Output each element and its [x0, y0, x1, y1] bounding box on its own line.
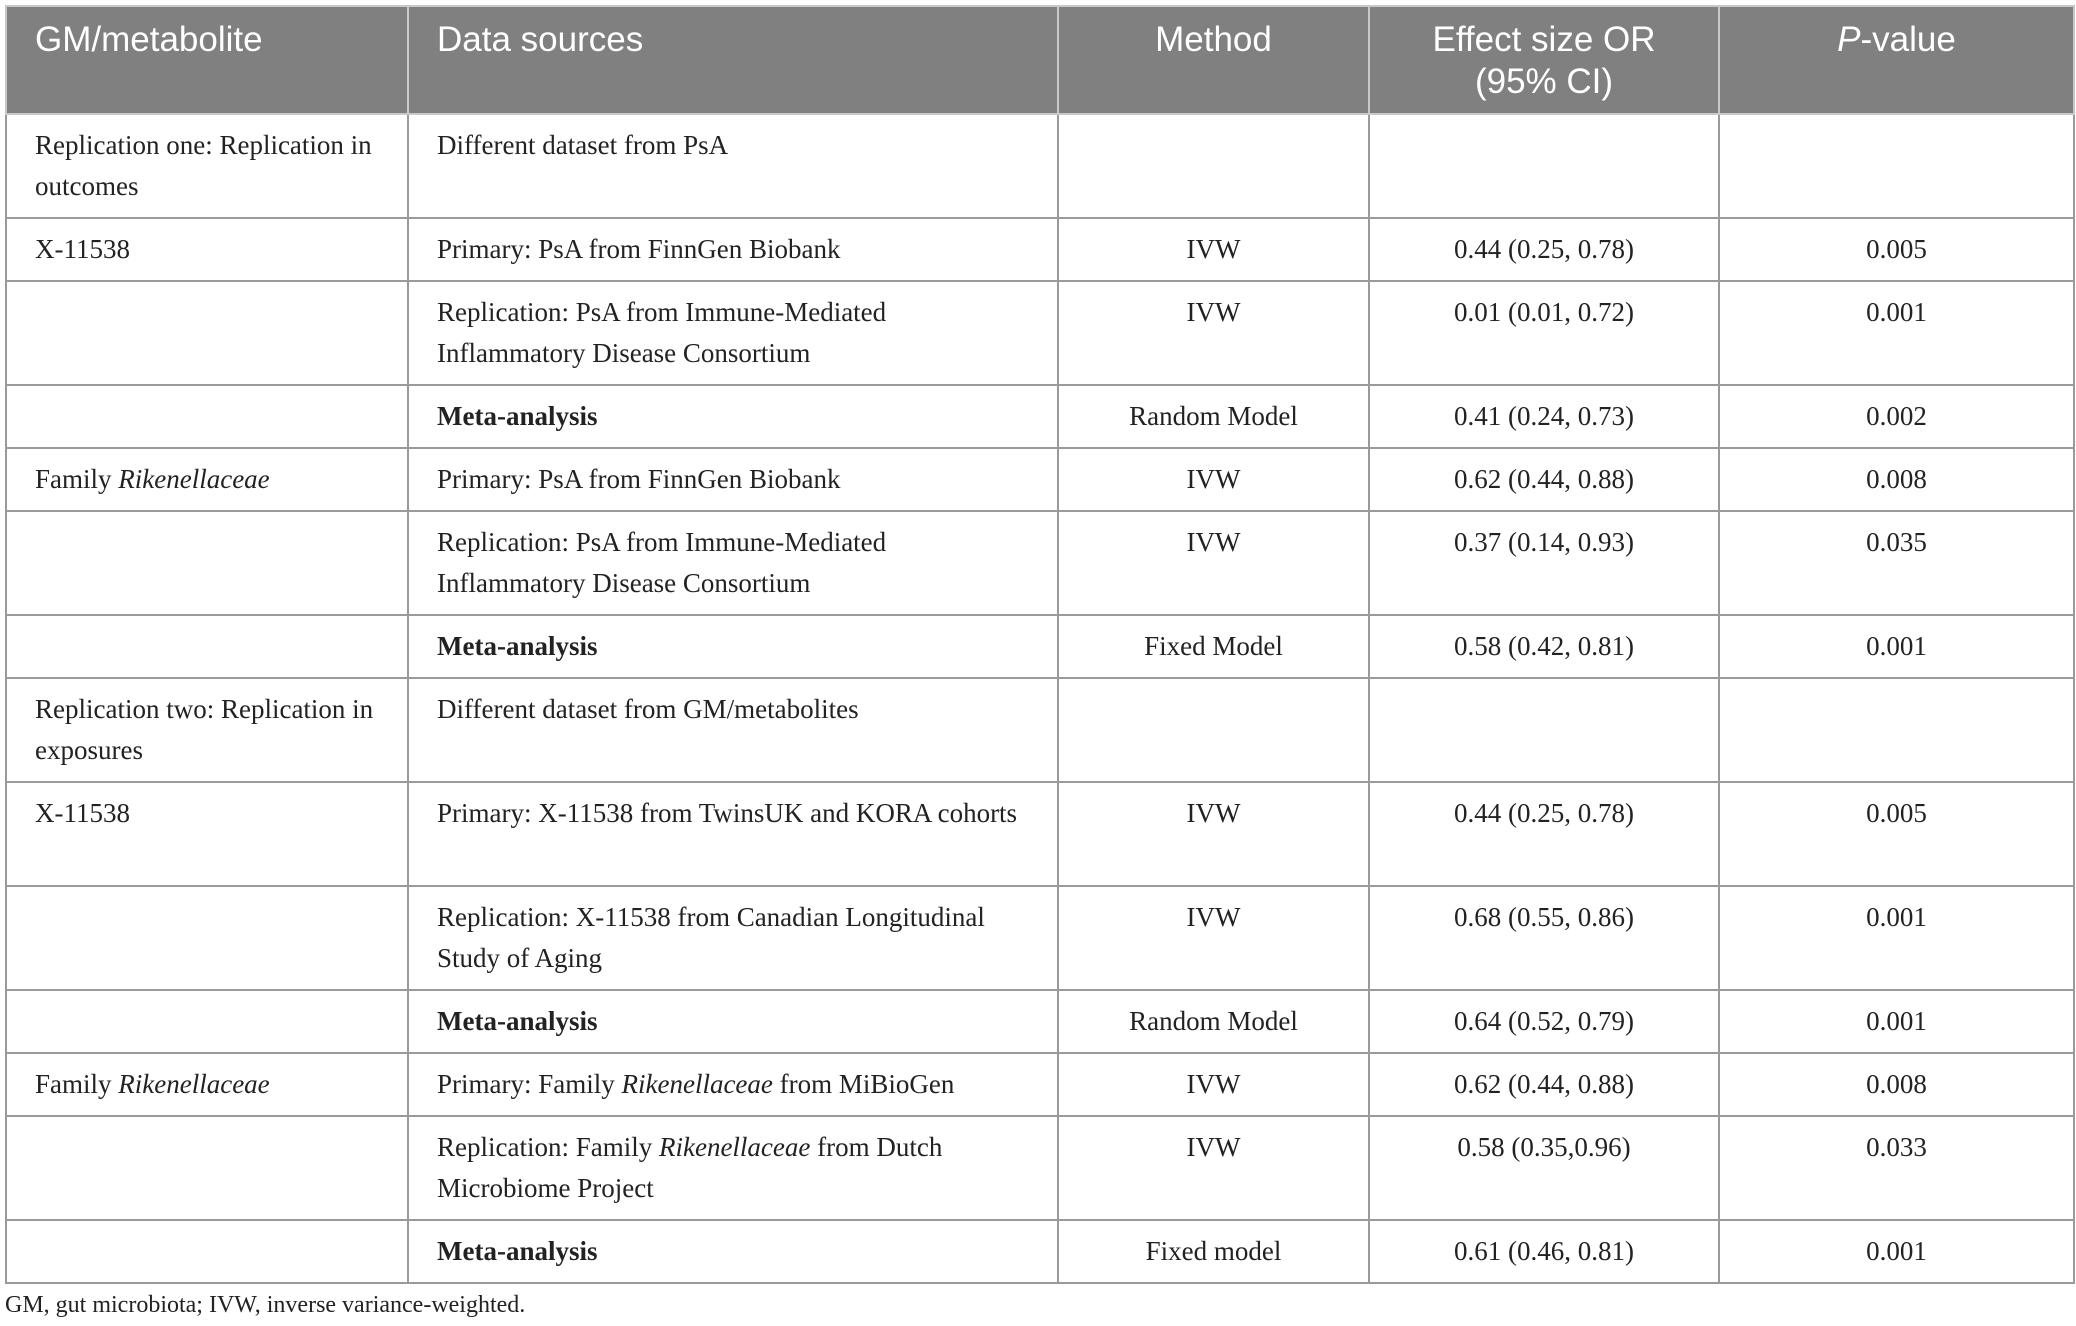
table-row — [6, 511, 2074, 615]
cell-source — [408, 1053, 1058, 1116]
table-row — [6, 615, 2074, 678]
cell-p-value: 0.001 — [1719, 886, 2074, 990]
cell-method: IVW — [1058, 782, 1369, 886]
cell-source: Meta-analysis — [408, 1220, 1058, 1283]
cell-effect — [1369, 114, 1719, 218]
table-header — [6, 6, 2074, 114]
cell-source: Different dataset from PsA — [408, 114, 1058, 218]
cell-gm — [6, 1116, 408, 1220]
table-row — [6, 678, 2074, 782]
cell-gm — [6, 448, 408, 511]
cell-gm-italic: Rikenellaceae — [118, 464, 270, 494]
cell-gm — [6, 990, 408, 1053]
cell-gm — [6, 615, 408, 678]
cell-source-prefix: Primary: Family — [437, 1069, 622, 1099]
cell-gm: X-11538 — [6, 218, 408, 281]
cell-p-value: 0.001 — [1719, 990, 2074, 1053]
results-table-container — [5, 5, 2073, 1284]
cell-method: Random Model — [1058, 385, 1369, 448]
cell-source-suffix: from MiBioGen — [772, 1069, 955, 1099]
table-row — [6, 114, 2074, 218]
cell-effect: 0.37 (0.14, 0.93) — [1369, 511, 1719, 615]
cell-effect: 0.01 (0.01, 0.72) — [1369, 281, 1719, 385]
cell-effect: 0.44 (0.25, 0.78) — [1369, 218, 1719, 281]
table-row — [6, 886, 2074, 990]
table-row — [6, 385, 2074, 448]
cell-effect: 0.68 (0.55, 0.86) — [1369, 886, 1719, 990]
header-effect-size-line2: (95% CI) — [1474, 62, 1614, 101]
cell-effect: 0.44 (0.25, 0.78) — [1369, 782, 1719, 886]
cell-source-suffix: from Dutch Microbiome Project — [437, 1132, 943, 1203]
cell-method — [1058, 678, 1369, 782]
cell-method: IVW — [1058, 1053, 1369, 1116]
cell-gm-italic: Rikenellaceae — [118, 1069, 270, 1099]
results-table — [5, 5, 2075, 1284]
cell-gm — [6, 1053, 408, 1116]
cell-source: Replication: PsA from Immune-Mediated Inflammatory Disease Consortium — [408, 281, 1058, 385]
cell-source: Different dataset from GM/metabolites — [408, 678, 1058, 782]
cell-gm-prefix: Family — [35, 464, 119, 494]
cell-method: IVW — [1058, 281, 1369, 385]
cell-p-value: 0.005 — [1719, 782, 2074, 886]
cell-method: Random Model — [1058, 990, 1369, 1053]
cell-source: Meta-analysis — [408, 615, 1058, 678]
cell-p-value: 0.001 — [1719, 1220, 2074, 1283]
cell-source: Primary: X-11538 from TwinsUK and KORA cohorts — [408, 782, 1058, 886]
cell-p-value: 0.008 — [1719, 1053, 2074, 1116]
table-row — [6, 448, 2074, 511]
cell-p-value — [1719, 114, 2074, 218]
cell-method: Fixed model — [1058, 1220, 1369, 1283]
cell-p-value: 0.001 — [1719, 281, 2074, 385]
cell-source: Replication: X-11538 from Canadian Longitudinal Study of Aging — [408, 886, 1058, 990]
cell-method: IVW — [1058, 511, 1369, 615]
cell-p-value: 0.001 — [1719, 615, 2074, 678]
cell-method: IVW — [1058, 218, 1369, 281]
cell-effect — [1369, 678, 1719, 782]
table-row — [6, 1220, 2074, 1283]
cell-method: IVW — [1058, 1116, 1369, 1220]
table-row — [6, 218, 2074, 281]
cell-p-value — [1719, 678, 2074, 782]
cell-source — [408, 1116, 1058, 1220]
cell-gm: Replication one: Replication in outcomes — [6, 114, 408, 218]
table-row — [6, 990, 2074, 1053]
table-footnote: GM, gut microbiota; IVW, inverse variance-weighted. — [5, 1292, 526, 1318]
header-gm-metabolite: GM/metabolite — [6, 6, 408, 114]
cell-gm — [6, 281, 408, 385]
cell-method: IVW — [1058, 886, 1369, 990]
header-p-italic: P — [1837, 20, 1861, 59]
header-p-rest: -value — [1860, 20, 1956, 59]
cell-gm: Replication two: Replication in exposures — [6, 678, 408, 782]
cell-effect: 0.61 (0.46, 0.81) — [1369, 1220, 1719, 1283]
cell-method: Fixed Model — [1058, 615, 1369, 678]
table-row — [6, 1053, 2074, 1116]
cell-source: Meta-analysis — [408, 385, 1058, 448]
table-row — [6, 281, 2074, 385]
header-row — [6, 6, 2074, 114]
cell-effect: 0.58 (0.35,0.96) — [1369, 1116, 1719, 1220]
header-data-sources: Data sources — [408, 6, 1058, 114]
cell-source: Meta-analysis — [408, 990, 1058, 1053]
cell-gm — [6, 1220, 408, 1283]
cell-source-italic: Rikenellaceae — [658, 1132, 811, 1162]
cell-p-value: 0.002 — [1719, 385, 2074, 448]
cell-p-value: 0.005 — [1719, 218, 2074, 281]
cell-effect: 0.62 (0.44, 0.88) — [1369, 1053, 1719, 1116]
header-method: Method — [1058, 6, 1369, 114]
cell-effect: 0.64 (0.52, 0.79) — [1369, 990, 1719, 1053]
cell-source: Replication: PsA from Immune-Mediated Inflammatory Disease Consortium — [408, 511, 1058, 615]
cell-source-prefix: Replication: Family — [437, 1132, 659, 1162]
cell-source-italic: Rikenellaceae — [621, 1069, 773, 1099]
cell-effect: 0.62 (0.44, 0.88) — [1369, 448, 1719, 511]
cell-gm — [6, 385, 408, 448]
cell-gm — [6, 886, 408, 990]
table-body — [6, 114, 2074, 1283]
cell-method — [1058, 114, 1369, 218]
cell-p-value: 0.035 — [1719, 511, 2074, 615]
cell-source: Primary: PsA from FinnGen Biobank — [408, 218, 1058, 281]
cell-p-value: 0.008 — [1719, 448, 2074, 511]
table-row — [6, 1116, 2074, 1220]
table-row — [6, 782, 2074, 886]
header-p-value — [1719, 6, 2074, 114]
cell-gm-prefix: Family — [35, 1069, 119, 1099]
cell-source: Primary: PsA from FinnGen Biobank — [408, 448, 1058, 511]
header-effect-size — [1369, 6, 1719, 114]
cell-effect: 0.58 (0.42, 0.81) — [1369, 615, 1719, 678]
cell-p-value: 0.033 — [1719, 1116, 2074, 1220]
cell-method: IVW — [1058, 448, 1369, 511]
cell-gm — [6, 511, 408, 615]
cell-gm: X-11538 — [6, 782, 408, 886]
header-effect-size-line1: Effect size OR — [1432, 20, 1656, 59]
cell-effect: 0.41 (0.24, 0.73) — [1369, 385, 1719, 448]
